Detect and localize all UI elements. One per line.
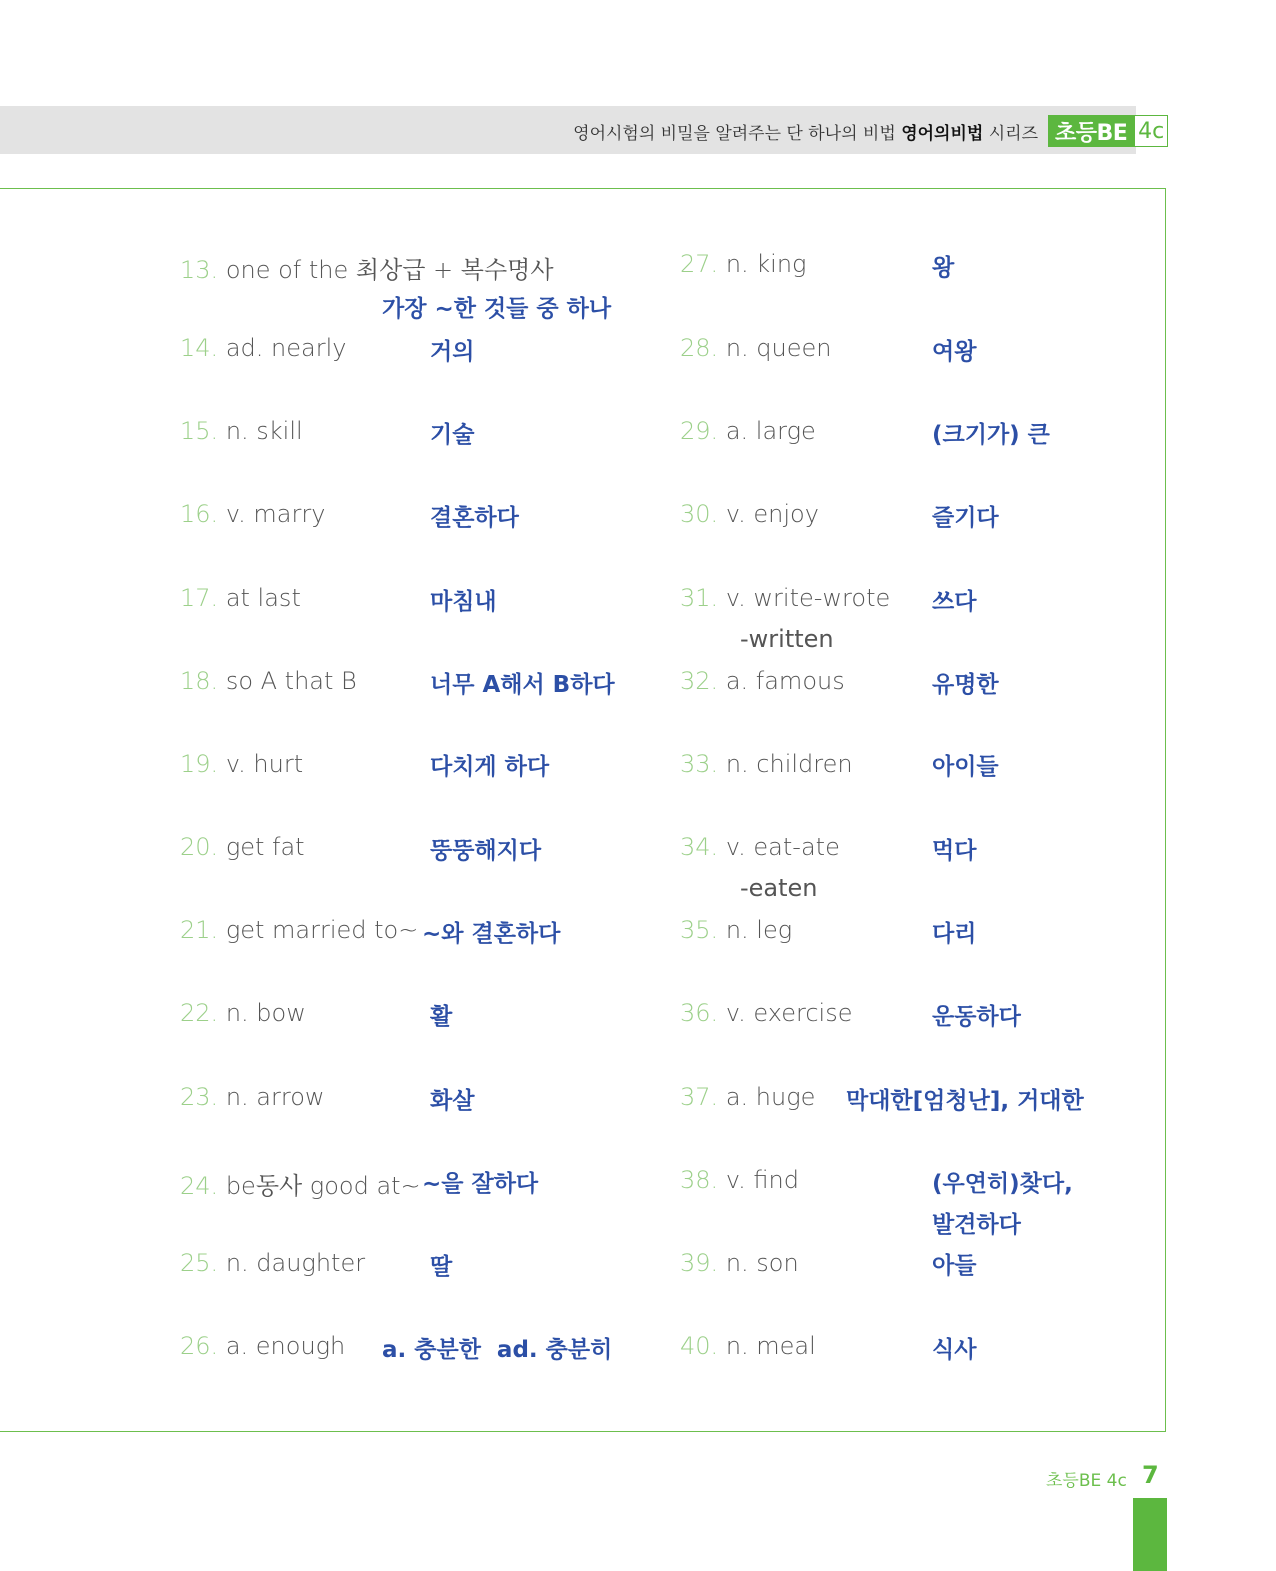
entry-31 <box>680 584 890 612</box>
answer-20: 뚱뚱해지다 <box>430 838 542 864</box>
entry-term: v. eat-ate <box>725 833 840 861</box>
answer-35: 다리 <box>932 921 977 947</box>
entry-number: 26. <box>180 1332 219 1360</box>
entry-number: 17. <box>180 584 219 612</box>
header-series-suffix: 시리즈 <box>988 124 1038 144</box>
entry-number: 35. <box>680 916 719 944</box>
entry-term: at last <box>225 584 301 612</box>
entry-22 <box>180 999 306 1027</box>
entry-number: 27. <box>680 250 719 278</box>
entry-number: 37. <box>680 1083 719 1111</box>
entry-34 <box>680 833 840 861</box>
entry-number: 30. <box>680 500 719 528</box>
entry-23 <box>180 1083 325 1111</box>
entry-term: get fat <box>225 833 305 861</box>
entry-term: a. famous <box>725 667 845 695</box>
entry-38 <box>680 1166 799 1194</box>
entry-number: 29. <box>680 417 719 445</box>
header-tagline: 영어시험의 비밀을 알려주는 단 하나의 비법 <box>573 124 896 144</box>
entry-term: v. enjoy <box>725 500 819 528</box>
entry-number: 23. <box>180 1083 219 1111</box>
entry-28 <box>680 334 831 362</box>
entry-term: n. queen <box>725 334 832 362</box>
answer-16: 결혼하다 <box>430 505 519 531</box>
entry-number: 13. <box>180 256 219 284</box>
entry-20 <box>180 833 305 861</box>
entry-number: 33. <box>680 750 719 778</box>
answer-39: 아들 <box>932 1253 977 1279</box>
entry-40 <box>680 1332 816 1360</box>
page-number: 7 <box>1142 1461 1159 1489</box>
entry-number: 21. <box>180 916 219 944</box>
answer-23: 화살 <box>430 1088 475 1114</box>
entry-number: 31. <box>680 584 719 612</box>
entry-35 <box>680 916 792 944</box>
entry-30 <box>680 500 819 528</box>
answer-28: 여왕 <box>932 339 977 365</box>
header-title <box>573 119 1038 144</box>
entry-term: a. enough <box>225 1332 346 1360</box>
entry-34-continuation: -eaten <box>740 874 818 902</box>
entry-39 <box>680 1249 799 1277</box>
entry-term: v. find <box>725 1166 799 1194</box>
entry-term: n. daughter <box>225 1249 366 1277</box>
entry-15 <box>180 417 303 445</box>
answer-33: 아이들 <box>932 754 999 780</box>
answer-34: 먹다 <box>932 838 977 864</box>
entry-term: n. children <box>725 750 853 778</box>
answer-26: a. 충분한 ad. 충분히 <box>382 1337 613 1363</box>
entry-term: v. marry <box>225 500 326 528</box>
answer-22: 활 <box>430 1004 453 1030</box>
entry-number: 36. <box>680 999 719 1027</box>
series-badge <box>1048 115 1168 147</box>
entry-number: 22. <box>180 999 219 1027</box>
page-edge-tab <box>1133 1498 1167 1571</box>
entry-number: 28. <box>680 334 719 362</box>
entry-33 <box>680 750 853 778</box>
entry-term: n. son <box>725 1249 799 1277</box>
answer-32: 유명한 <box>932 672 999 698</box>
vocabulary-panel <box>0 188 1166 1432</box>
entry-number: 14. <box>180 334 219 362</box>
answer-30: 즐기다 <box>932 505 999 531</box>
entry-term: v. hurt <box>225 750 304 778</box>
answer-31: 쓰다 <box>932 589 977 615</box>
entry-term: n. king <box>725 250 807 278</box>
answer-19: 다치게 하다 <box>430 754 550 780</box>
entry-14 <box>180 334 346 362</box>
entry-21 <box>180 916 418 944</box>
badge-level: 4c <box>1134 115 1168 147</box>
entry-number: 34. <box>680 833 719 861</box>
entry-term: n. arrow <box>225 1083 325 1111</box>
footer-label: 초등BE 4c <box>1046 1471 1127 1491</box>
entry-number: 39. <box>680 1249 719 1277</box>
entry-27 <box>680 250 806 278</box>
answer-18: 너무 A해서 B하다 <box>430 672 615 698</box>
entry-term: v. write-wrote <box>725 584 891 612</box>
entry-37 <box>680 1083 815 1111</box>
answer-38-continuation: 발견하다 <box>932 1212 1021 1238</box>
entry-25 <box>180 1249 365 1277</box>
answer-15: 기술 <box>430 422 475 448</box>
answer-37: 막대한[엄청난], 거대한 <box>846 1088 1084 1114</box>
answer-29: (크기가) 큰 <box>932 422 1050 448</box>
answer-27: 왕 <box>932 255 955 281</box>
entry-13 <box>180 250 554 285</box>
entry-term: be동사 good at~ <box>225 1172 421 1200</box>
entry-32 <box>680 667 845 695</box>
entry-term: n. skill <box>225 417 303 445</box>
entry-number: 38. <box>680 1166 719 1194</box>
entry-term: n. leg <box>725 916 793 944</box>
entry-number: 15. <box>180 417 219 445</box>
answer-13: 가장 ~한 것들 중 하나 <box>382 296 612 322</box>
answer-14: 거의 <box>430 339 475 365</box>
answer-40: 식사 <box>932 1337 977 1363</box>
entry-number: 25. <box>180 1249 219 1277</box>
entry-term: one of the 최상급 + 복수명사 <box>225 256 554 284</box>
entry-term: so A that B <box>225 667 357 695</box>
entry-29 <box>680 417 816 445</box>
entry-term: a. huge <box>725 1083 816 1111</box>
entry-17 <box>180 584 301 612</box>
entry-number: 19. <box>180 750 219 778</box>
entry-term: ad. nearly <box>225 334 347 362</box>
header-series-name: 영어의비법 <box>901 124 984 144</box>
answer-38: (우연히)찾다, <box>932 1171 1073 1197</box>
entry-18 <box>180 667 357 695</box>
entry-number: 32. <box>680 667 719 695</box>
entry-number: 18. <box>180 667 219 695</box>
answer-25: 딸 <box>430 1254 453 1280</box>
entry-26 <box>180 1332 345 1360</box>
entry-term: get married to~ <box>225 916 419 944</box>
entry-term: v. exercise <box>725 999 853 1027</box>
entry-31-continuation: -written <box>740 625 834 653</box>
entry-term: n. meal <box>725 1332 816 1360</box>
entry-term: n. bow <box>225 999 306 1027</box>
answer-36: 운동하다 <box>932 1004 1021 1030</box>
answer-17: 마침내 <box>430 589 497 615</box>
entry-number: 40. <box>680 1332 719 1360</box>
entry-number: 20. <box>180 833 219 861</box>
entry-term: a. large <box>725 417 816 445</box>
entry-24 <box>180 1166 421 1201</box>
entry-number: 24. <box>180 1172 219 1200</box>
entry-36 <box>680 999 852 1027</box>
answer-21: ~와 결혼하다 <box>422 921 561 947</box>
badge-main: 초등BE <box>1048 115 1134 147</box>
answer-24: ~을 잘하다 <box>422 1171 539 1197</box>
entry-number: 16. <box>180 500 219 528</box>
entry-19 <box>180 750 303 778</box>
entry-16 <box>180 500 325 528</box>
